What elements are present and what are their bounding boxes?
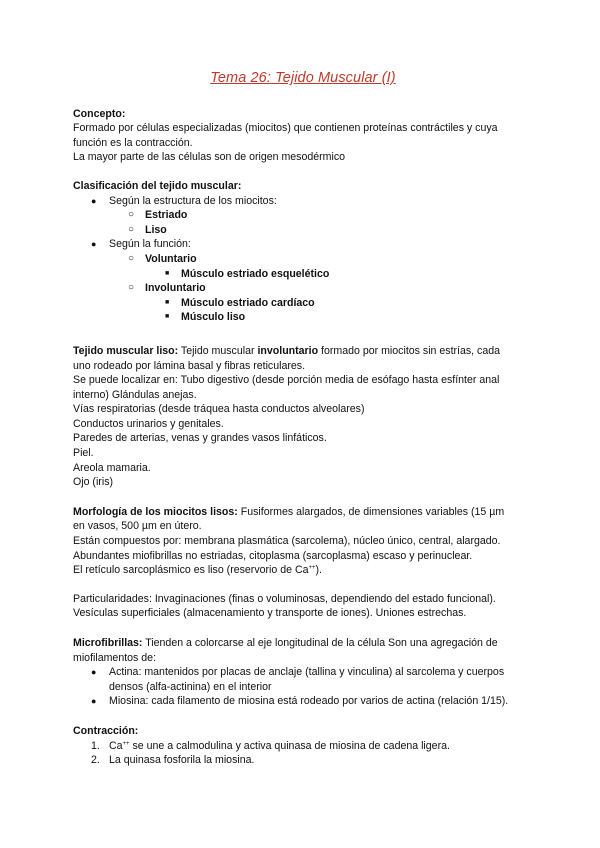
text-line: Ojo (iris) [73,476,114,489]
circle-bullet-icon: ○ [128,223,135,235]
list-item: 2. La quinasa fosforila la miosina. [91,754,255,767]
list-item-continuation: densos (alfa-actinina) en el interior [109,680,272,693]
heading-concepto: Concepto: [73,107,126,120]
section-concepto [73,107,533,165]
heading-contraccion: Contracción: [73,724,139,737]
list-item: ● Según la estructura de los miocitos: [91,194,277,207]
bullet-icon: ● [91,239,97,250]
text-line: Microfibrillas: Tienden a colorcarse al eje longitudinal de la célula Son una agregación de [73,637,498,649]
classification-list [73,194,533,325]
text-line: Particularidades: Invaginaciones (finas o voluminosas, dependiendo del estado funcional). [73,592,496,605]
section-contraccion [73,724,533,768]
bullet-icon: ● [91,667,97,678]
list-item: ○ Estriado [128,209,188,222]
heading-tejido-liso: Tejido muscular liso: [73,344,179,357]
section-morfologia [73,505,533,578]
bullet-icon: ● [91,696,97,707]
text-line: Morfología de los miocitos lisos: Fusiformes alargados, de dimensiones variables (15 µm [73,505,505,518]
text-line: función es la contracción. [73,136,193,149]
list-item: ○ Liso [128,223,167,236]
text-line: uno rodeado por lámina basal y fibras reticulares. [73,359,306,372]
list-item: 1. Ca++ se une a calmodulina y activa quinasa de miosina de cadena ligera. [91,739,450,752]
text-line: Formado por células especializadas (miocitos) que contienen proteínas contráctiles y cuya [73,122,498,135]
text-line: Paredes de arterias, venas y grandes vasos linfáticos. [73,432,327,445]
square-bullet-icon: ■ [165,269,170,277]
list-item: ○ Involuntario [128,282,206,295]
text-line: interno) Glándulas anejas. [73,388,197,401]
text-line: Tejido muscular liso: Tejido muscular involuntario formado por miocitos sin estrías, cada [73,344,501,357]
text-line: miofilamentos de: [73,651,157,664]
section-tejido-liso [73,344,533,490]
list-item: ○ Voluntario [128,252,197,265]
square-bullet-icon: ■ [165,313,170,321]
list-number: 2. [91,754,100,767]
list-number: 1. [91,739,100,752]
text-line: Conductos urinarios y genitales. [73,417,224,430]
section-microfibrillas [73,636,533,709]
heading-clasificacion: Clasificación del tejido muscular: [73,179,242,192]
microfibrillas-list [73,665,533,709]
list-item: ● Actina: mantenidos por placas de anclaje (tallina y vinculina) al sarcolema y cuerpos [91,666,505,679]
text-line: El retículo sarcoplásmico es liso (reservorio de Ca++). [73,564,323,577]
heading-microfibrillas: Microfibrillas: [73,637,143,649]
document-page [73,71,533,768]
contraccion-list [73,739,533,768]
text-line: Vías respiratorias (desde tráquea hasta conductos alveolares) [73,403,365,416]
text-line: Abundantes miofibrillas no estriadas, citoplasma (sarcoplasma) escaso y perinuclear. [73,549,473,562]
circle-bullet-icon: ○ [128,209,135,221]
list-item: ● Miosina: cada filamento de miosina está rodeado por varios de actina (relación 1/15). [91,695,509,708]
bullet-icon: ● [91,195,97,206]
text-line: Están compuestos por: membrana plasmática (sarcolema), núcleo único, central, alargado. [73,535,501,548]
text-line: Piel. [73,447,94,460]
heading-morfologia: Morfología de los miocitos lisos: [73,505,238,518]
circle-bullet-icon: ○ [128,252,135,264]
text-line: La mayor parte de las células son de origen mesodérmico [73,151,346,164]
list-item: ■ Músculo estriado esquelético [165,267,330,280]
list-item: ■ Músculo liso [165,311,246,324]
text-line: Vesículas superficiales (almacenamiento y transporte de iones). Uniones estrechas. [73,607,467,620]
square-bullet-icon: ■ [165,298,170,306]
circle-bullet-icon: ○ [128,282,135,294]
list-item: ● Según la función: [91,238,191,251]
page-title: Tema 26: Tejido Muscular (I) [210,70,396,86]
section-particularidades [73,592,533,621]
section-clasificacion [73,179,533,325]
text-line: en vasos, 500 µm en útero. [73,520,202,533]
text-line: Se puede localizar en: Tubo digestivo (desde porción media de esófago hasta esfínter anal [73,374,500,387]
text-line: Areola mamaria. [73,461,151,474]
list-item: ■ Músculo estriado cardíaco [165,296,315,309]
